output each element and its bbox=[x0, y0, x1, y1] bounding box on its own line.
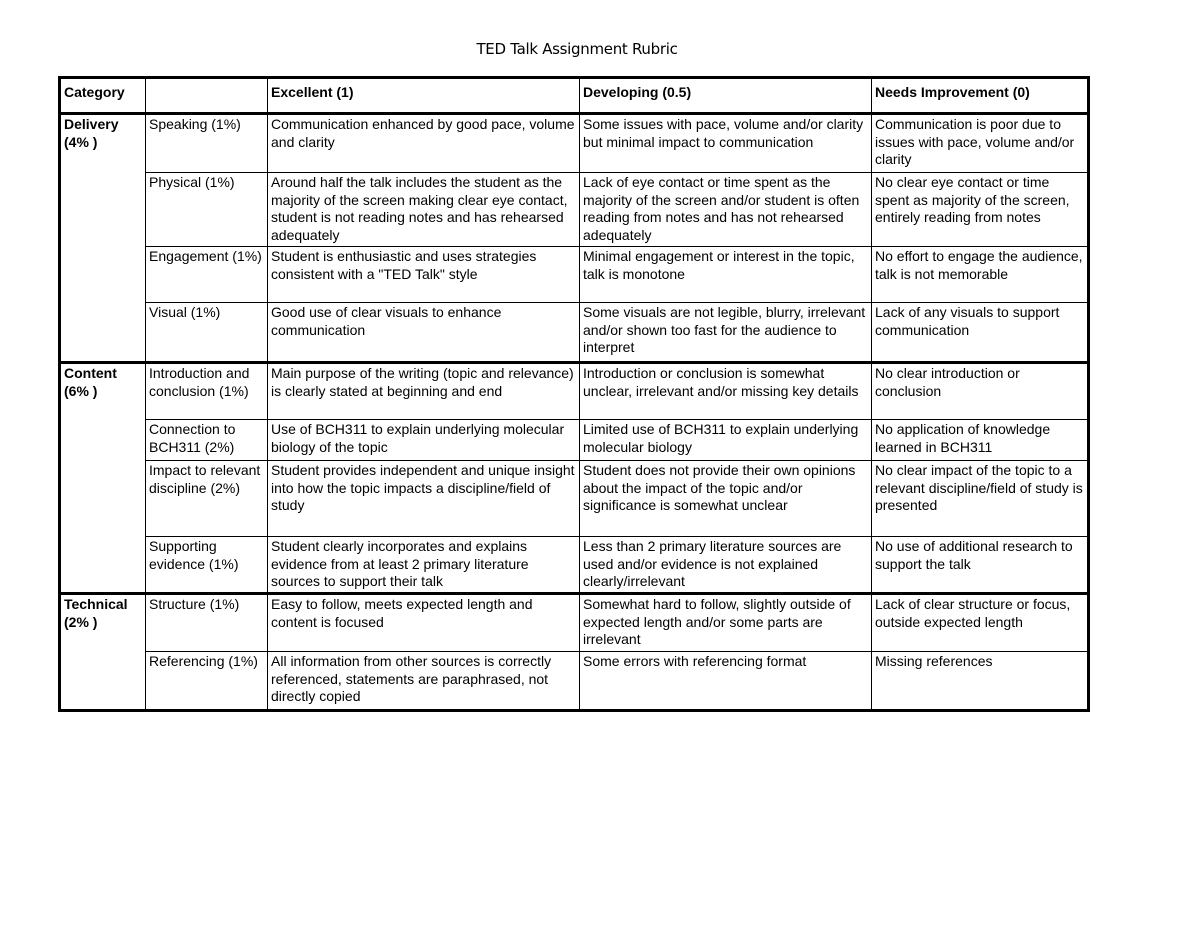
criterion-cell: Structure (1%) bbox=[146, 594, 268, 652]
needs-improvement-cell: Communication is poor due to issues with pace, volume and/or clarity bbox=[872, 114, 1089, 173]
developing-cell: Student does not provide their own opinions about the impact of the topic and/or significance is somewhat unclear bbox=[580, 461, 872, 537]
category-content: Content (6% ) bbox=[60, 363, 146, 594]
developing-cell: Less than 2 primary literature sources are used and/or evidence is not explained clearly/irrelevant bbox=[580, 537, 872, 594]
header-category: Category bbox=[60, 78, 146, 114]
excellent-cell: Student clearly incorporates and explains evidence from at least 2 primary literature sources to support their talk bbox=[268, 537, 580, 594]
excellent-cell: Student is enthusiastic and uses strategies consistent with a "TED Talk" style bbox=[268, 247, 580, 303]
criterion-cell: Introduction and conclusion (1%) bbox=[146, 363, 268, 420]
header-criterion bbox=[146, 78, 268, 114]
needs-improvement-cell: No use of additional research to support the talk bbox=[872, 537, 1089, 594]
excellent-cell: Easy to follow, meets expected length and content is focused bbox=[268, 594, 580, 652]
criterion-cell: Engagement (1%) bbox=[146, 247, 268, 303]
header-excellent: Excellent (1) bbox=[268, 78, 580, 114]
criterion-cell: Speaking (1%) bbox=[146, 114, 268, 173]
developing-cell: Some visuals are not legible, blurry, irrelevant and/or shown too fast for the audience to interpret bbox=[580, 303, 872, 363]
criterion-cell: Impact to relevant discipline (2%) bbox=[146, 461, 268, 537]
excellent-cell: Around half the talk includes the student as the majority of the screen making clear eye contact, student is not reading notes and has rehearsed adequately bbox=[268, 173, 580, 247]
table-row bbox=[60, 652, 1089, 711]
header-row bbox=[60, 78, 1089, 114]
table-row bbox=[60, 173, 1089, 247]
developing-cell: Somewhat hard to follow, slightly outside of expected length and/or some parts are irrelevant bbox=[580, 594, 872, 652]
document-title: TED Talk Assignment Rubric bbox=[476, 40, 678, 58]
developing-cell: Some issues with pace, volume and/or clarity but minimal impact to communication bbox=[580, 114, 872, 173]
needs-improvement-cell: No effort to engage the audience, talk is not memorable bbox=[872, 247, 1089, 303]
criterion-cell: Referencing (1%) bbox=[146, 652, 268, 711]
excellent-cell: Communication enhanced by good pace, volume and clarity bbox=[268, 114, 580, 173]
needs-improvement-cell: No clear impact of the topic to a relevant discipline/field of study is presented bbox=[872, 461, 1089, 537]
criterion-cell: Physical (1%) bbox=[146, 173, 268, 247]
developing-cell: Limited use of BCH311 to explain underlying molecular biology bbox=[580, 420, 872, 461]
header-needs-improvement: Needs Improvement (0) bbox=[872, 78, 1089, 114]
excellent-cell: Use of BCH311 to explain underlying molecular biology of the topic bbox=[268, 420, 580, 461]
table-row bbox=[60, 537, 1089, 594]
developing-cell: Introduction or conclusion is somewhat unclear, irrelevant and/or missing key details bbox=[580, 363, 872, 420]
table-row bbox=[60, 247, 1089, 303]
table-row bbox=[60, 303, 1089, 363]
table-row bbox=[60, 420, 1089, 461]
needs-improvement-cell: Lack of any visuals to support communication bbox=[872, 303, 1089, 363]
criterion-cell: Visual (1%) bbox=[146, 303, 268, 363]
criterion-cell: Supporting evidence (1%) bbox=[146, 537, 268, 594]
needs-improvement-cell: No application of knowledge learned in BCH311 bbox=[872, 420, 1089, 461]
needs-improvement-cell: No clear eye contact or time spent as majority of the screen, entirely reading from notes bbox=[872, 173, 1089, 247]
category-technical: Technical (2% ) bbox=[60, 594, 146, 711]
developing-cell: Minimal engagement or interest in the topic, talk is monotone bbox=[580, 247, 872, 303]
table-row bbox=[60, 114, 1089, 173]
needs-improvement-cell: Lack of clear structure or focus, outside expected length bbox=[872, 594, 1089, 652]
table-row bbox=[60, 594, 1089, 652]
criterion-cell: Connection to BCH311 (2%) bbox=[146, 420, 268, 461]
category-delivery: Delivery (4% ) bbox=[60, 114, 146, 363]
needs-improvement-cell: No clear introduction or conclusion bbox=[872, 363, 1089, 420]
excellent-cell: Good use of clear visuals to enhance communication bbox=[268, 303, 580, 363]
rubric-table bbox=[58, 76, 1090, 712]
excellent-cell: All information from other sources is correctly referenced, statements are paraphrased, not directly copied bbox=[268, 652, 580, 711]
excellent-cell: Main purpose of the writing (topic and relevance) is clearly stated at beginning and end bbox=[268, 363, 580, 420]
needs-improvement-cell: Missing references bbox=[872, 652, 1089, 711]
table-row bbox=[60, 461, 1089, 537]
table-row bbox=[60, 363, 1089, 420]
excellent-cell: Student provides independent and unique insight into how the topic impacts a discipline/field of study bbox=[268, 461, 580, 537]
developing-cell: Some errors with referencing format bbox=[580, 652, 872, 711]
header-developing: Developing (0.5) bbox=[580, 78, 872, 114]
developing-cell: Lack of eye contact or time spent as the majority of the screen and/or student is often reading from notes and has not rehearsed adequately bbox=[580, 173, 872, 247]
